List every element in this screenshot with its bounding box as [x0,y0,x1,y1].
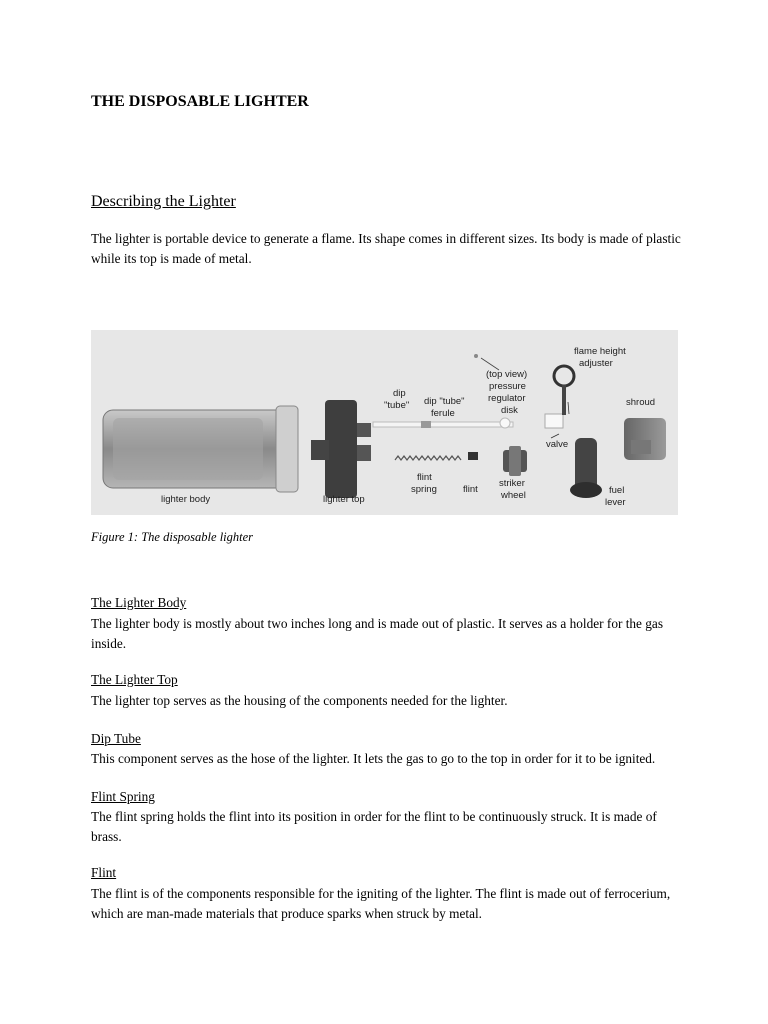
heading-lighter-body: The Lighter Body [91,595,187,610]
label-flint-top: flint [417,472,432,483]
text-flint: The flint is of the components responsible for the igniting of the lighter. The flint is made out of ferrocerium, which are man-made materials that produce sparks when struck by metal. [91,886,671,921]
label-disk: disk [501,405,518,416]
text-dip-tube: This component serves as the hose of the lighter. It lets the gas to go to the top in order for it to be ignited. [91,751,656,766]
lighter-parts-photo [91,330,678,515]
label-adjuster: adjuster [579,358,613,369]
label-striker: striker [499,478,525,489]
label-spring: spring [411,484,437,495]
label-regulator: regulator [488,393,526,404]
dip-tube-part [373,422,513,427]
heading-lighter-top: The Lighter Top [91,672,178,687]
label-ferule: ferule [431,408,455,419]
shroud-part [624,418,666,460]
figure-caption: Figure 1: The disposable lighter [91,530,254,544]
lighter-top-part [311,400,371,498]
flint-spring-part [395,456,461,460]
label-lighter-body: lighter body [161,494,211,505]
lighter-body-part [103,406,298,492]
pressure-regulator-disk-part [500,418,510,428]
text-flint-spring: The flint spring holds the flint into its position in order for the flint to be continuously struck. It is made of brass. [91,809,657,844]
label-wheel: wheel [501,490,526,501]
label-lighter-top: lighter top [323,494,365,505]
striker-wheel-part [503,446,527,476]
label-tube: "tube" [384,400,410,411]
flame-height-adjuster-part [554,366,574,415]
fuel-lever-part [570,438,602,498]
section-heading-describing: Describing the Lighter [91,193,236,210]
label-dip-tube: dip "tube" [424,396,465,407]
flint-part [468,452,478,460]
label-pressure: pressure [489,381,526,392]
label-flint: flint [463,484,478,495]
label-valve: valve [546,439,569,450]
heading-dip-tube: Dip Tube [91,731,141,746]
heading-flint-spring: Flint Spring [91,789,155,804]
label-flame-height: flame height [574,346,626,357]
label-fuel: fuel [609,485,625,496]
label-top-view: (top view) [486,369,528,380]
label-shroud: shroud [626,397,656,408]
intro-paragraph: The lighter is portable device to generate a flame. Its shape comes in different sizes. Its body is made of plastic while its top is made of metal. [91,231,681,266]
lighter-parts-figure [91,330,678,515]
heading-flint: Flint [91,865,117,880]
label-lever: lever [605,497,626,508]
text-lighter-body: The lighter body is mostly about two inches long and is made out of plastic. It serves as a holder for the gas inside. [91,616,664,651]
document-title: THE DISPOSABLE LIGHTER [91,93,309,110]
label-dip: dip [393,388,406,399]
valve-part [545,414,563,428]
text-lighter-top: The lighter top serves as the housing of the components needed for the lighter. [91,693,508,708]
dip-tube-ferule-part [421,421,431,428]
